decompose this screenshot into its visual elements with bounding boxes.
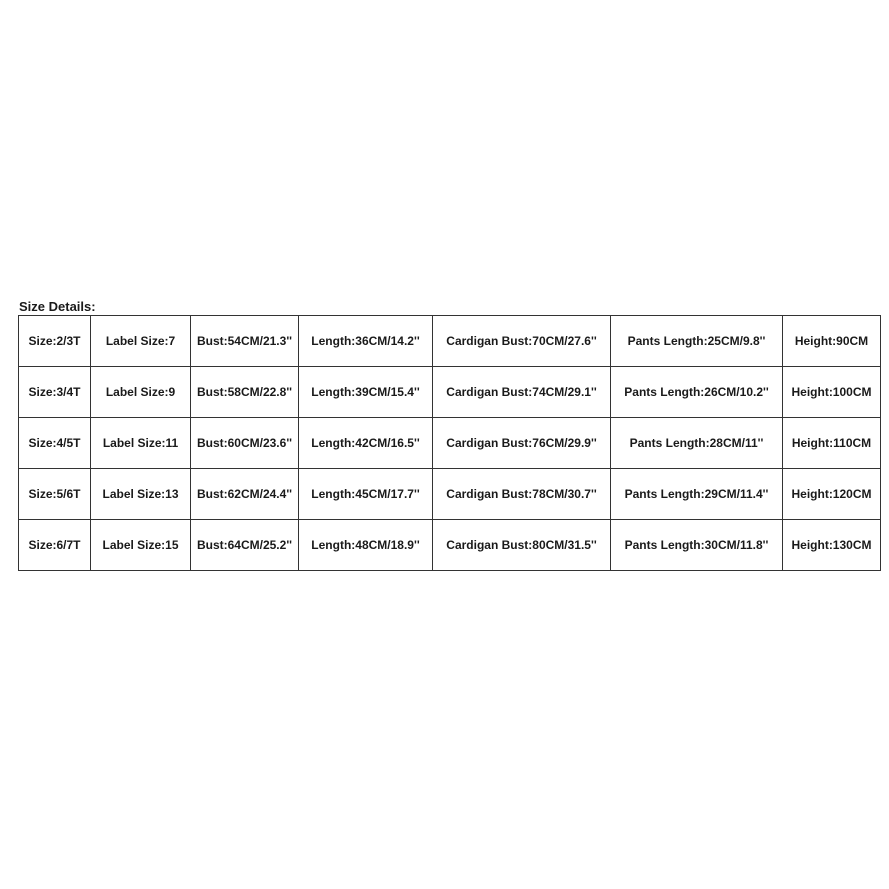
size-details-table — [18, 315, 881, 571]
height-cell: Height:110CM — [783, 418, 881, 469]
bust-cell: Bust:60CM/23.6'' — [191, 418, 299, 469]
size-cell: Size:2/3T — [19, 316, 91, 367]
height-cell: Height:130CM — [783, 520, 881, 571]
height-cell: Height:120CM — [783, 469, 881, 520]
cardigan-bust-cell: Cardigan Bust:74CM/29.1'' — [433, 367, 611, 418]
label-size-cell: Label Size:15 — [91, 520, 191, 571]
size-cell: Size:3/4T — [19, 367, 91, 418]
cardigan-bust-cell: Cardigan Bust:78CM/30.7'' — [433, 469, 611, 520]
table-row — [19, 367, 881, 418]
bust-cell: Bust:62CM/24.4'' — [191, 469, 299, 520]
size-cell: Size:5/6T — [19, 469, 91, 520]
size-details-title: Size Details: — [19, 299, 96, 314]
pants-length-cell: Pants Length:28CM/11'' — [611, 418, 783, 469]
pants-length-cell: Pants Length:25CM/9.8'' — [611, 316, 783, 367]
length-cell: Length:42CM/16.5'' — [299, 418, 433, 469]
table-row — [19, 469, 881, 520]
table-row — [19, 316, 881, 367]
pants-length-cell: Pants Length:29CM/11.4'' — [611, 469, 783, 520]
height-cell: Height:100CM — [783, 367, 881, 418]
label-size-cell: Label Size:7 — [91, 316, 191, 367]
length-cell: Length:36CM/14.2'' — [299, 316, 433, 367]
bust-cell: Bust:54CM/21.3'' — [191, 316, 299, 367]
length-cell: Length:39CM/15.4'' — [299, 367, 433, 418]
size-cell: Size:6/7T — [19, 520, 91, 571]
cardigan-bust-cell: Cardigan Bust:76CM/29.9'' — [433, 418, 611, 469]
label-size-cell: Label Size:11 — [91, 418, 191, 469]
pants-length-cell: Pants Length:26CM/10.2'' — [611, 367, 783, 418]
length-cell: Length:48CM/18.9'' — [299, 520, 433, 571]
table-row — [19, 418, 881, 469]
bust-cell: Bust:58CM/22.8'' — [191, 367, 299, 418]
height-cell: Height:90CM — [783, 316, 881, 367]
size-cell: Size:4/5T — [19, 418, 91, 469]
cardigan-bust-cell: Cardigan Bust:70CM/27.6'' — [433, 316, 611, 367]
label-size-cell: Label Size:9 — [91, 367, 191, 418]
bust-cell: Bust:64CM/25.2'' — [191, 520, 299, 571]
label-size-cell: Label Size:13 — [91, 469, 191, 520]
cardigan-bust-cell: Cardigan Bust:80CM/31.5'' — [433, 520, 611, 571]
pants-length-cell: Pants Length:30CM/11.8'' — [611, 520, 783, 571]
length-cell: Length:45CM/17.7'' — [299, 469, 433, 520]
table-row — [19, 520, 881, 571]
